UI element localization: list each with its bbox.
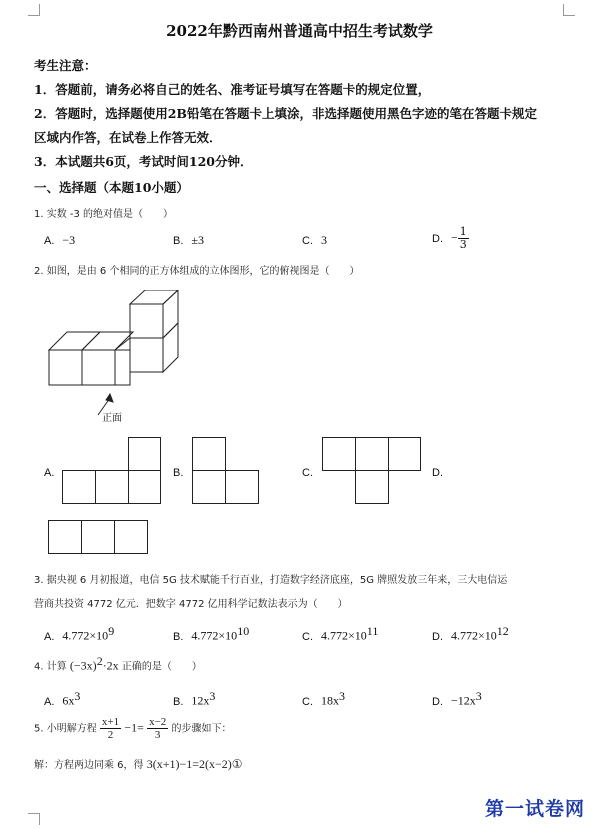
q2-option-d: D. — [432, 467, 443, 479]
notice-item: 区域内作答，在试卷上作答无效． — [34, 130, 222, 145]
q2-option-b: B. — [173, 467, 184, 479]
q3-option-b: B. $4.772\times 10^{10}$ — [173, 624, 250, 643]
question-1-stem: 1. 实数 -3 的绝对值是（ ） — [34, 209, 174, 220]
section-heading: 一、选择题（本题10小题） — [34, 180, 189, 195]
question-5-stem: 5. 小明解方程 $\frac{x+1}{2}$ −1= $\frac{x-2}{3}$ 的步骤如下： — [34, 716, 232, 742]
q3-option-c: C. $4.772\times 10^{11}$ — [302, 624, 379, 643]
corner-mark — [563, 4, 575, 16]
corner-mark — [28, 813, 40, 825]
watermark-logo: 第一试卷网 — [484, 798, 585, 820]
q2-option-c: C. — [302, 467, 313, 479]
question-5-solution: 解：方程两边同乘 6，得 3(x+1)−1=2(x−2)① — [34, 757, 243, 771]
q2-option-d-figure — [48, 520, 150, 556]
corner-mark — [28, 4, 40, 16]
question-3-stem: 3. 据央视 6 月初报道，电信 5G 技术赋能千行百业，打造数字经济底座，5G 牌照发放三年来，三大电信运 — [34, 575, 508, 586]
question-2-stem: 2. 如图，是由 6 个相同的正方体组成的立体图形，它的俯视图是（ ） — [34, 266, 360, 277]
question-3-stem: 营商共投资 4772 亿元．把数字 4772 亿用科学记数法表示为（ ） — [34, 599, 348, 610]
q1-option-c: C. 3 — [302, 233, 327, 247]
notice-heading: 考生注意： — [34, 58, 97, 73]
q4-option-c: C. $18x^3$ — [302, 689, 345, 708]
q3-option-a: A. $4.772\times 10^9$ — [44, 624, 115, 643]
notice-item: 3．本试题共6页，考试时间120分钟． — [34, 154, 253, 169]
q4-option-a: A. $6x^3$ — [44, 689, 81, 708]
q2-option-a-figure — [62, 437, 164, 505]
q2-option-b-figure — [192, 437, 262, 505]
q1-option-b: B. ±3 — [173, 233, 204, 247]
q2-option-a: A. — [44, 467, 55, 479]
question-4-stem: 4. 计算 $(-3x)^2\cdot 2x$ 正确的是（ ） — [34, 654, 202, 673]
q1-option-a: A. −3 — [44, 233, 76, 247]
q1-option-d: D. − $\frac{1}{3}$ — [432, 225, 467, 252]
q2-option-c-figure — [322, 437, 424, 505]
q4-option-b: B. $12x^3$ — [173, 689, 216, 708]
page-title: 2022年黔西南州普通高中招生考试数学 — [166, 22, 433, 40]
q3-option-d: D. $4.772\times 10^{12}$ — [432, 624, 509, 643]
front-label: 正面 — [102, 413, 122, 424]
notice-item: 2．答题时，选择题使用2B铅笔在答题卡上填涂，非选择题使用黑色字迹的笔在答题卡规定 — [34, 106, 537, 121]
q4-option-d: D. $-12x^3$ — [432, 689, 482, 708]
notice-item: 1．答题前，请务必将自己的姓名、准考证号填写在答题卡的规定位置， — [34, 82, 431, 97]
